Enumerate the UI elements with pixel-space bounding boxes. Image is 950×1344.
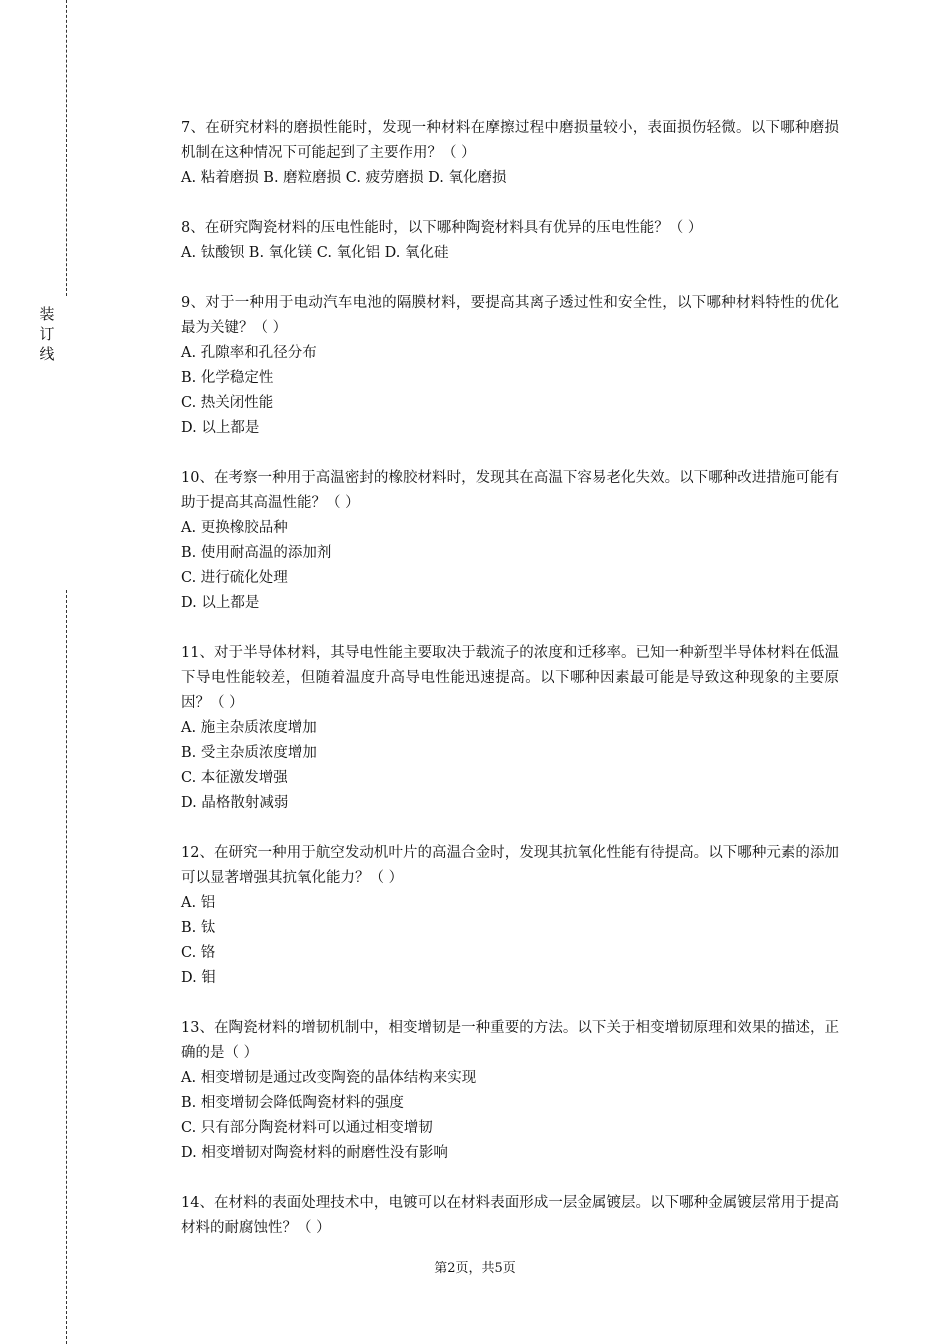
binding-char: 线 (39, 345, 55, 363)
question-9 (181, 291, 839, 441)
question-list (181, 116, 839, 1266)
option-a: A. 孔隙率和孔径分布 (181, 345, 317, 361)
option-d: D. 相变增韧对陶瓷材料的耐磨性没有影响 (181, 1145, 448, 1161)
question-text: 12、在研究一种用于航空发动机叶片的高温合金时，发现其抗氧化性能有待提高。以下哪种元素的添加可以显著增强其抗氧化能力？（ ） (181, 845, 839, 886)
question-11 (181, 641, 839, 816)
question-options: A. 粘着磨损 B. 磨粒磨损 C. 疲劳磨损 D. 氧化磨损 (181, 170, 507, 186)
question-options: A. 钛酸钡 B. 氧化镁 C. 氧化铝 D. 氧化硅 (181, 245, 449, 261)
option-c: C. 只有部分陶瓷材料可以通过相变增韧 (181, 1120, 433, 1136)
option-b: B. 化学稳定性 (181, 370, 274, 386)
option-b: B. 相变增韧会降低陶瓷材料的强度 (181, 1095, 404, 1111)
question-text: 13、在陶瓷材料的增韧机制中，相变增韧是一种重要的方法。以下关于相变增韧原理和效果的描述，正确的是（ ） (181, 1020, 839, 1061)
question-text: 8、在研究陶瓷材料的压电性能时，以下哪种陶瓷材料具有优异的压电性能？（ ） (181, 220, 703, 236)
question-text: 10、在考察一种用于高温密封的橡胶材料时，发现其在高温下容易老化失效。以下哪种改进措施可能有助于提高其高温性能？（ ） (181, 470, 839, 511)
binding-line-top (66, 0, 67, 296)
binding-char: 装 (39, 305, 55, 323)
option-d: D. 以上都是 (181, 595, 260, 611)
option-d: D. 以上都是 (181, 420, 260, 436)
option-c: C. 本征激发增强 (181, 770, 288, 786)
option-c: C. 铬 (181, 945, 216, 961)
question-7 (181, 116, 839, 191)
option-c: C. 进行硫化处理 (181, 570, 288, 586)
option-a: A. 相变增韧是通过改变陶瓷的晶体结构来实现 (181, 1070, 477, 1086)
option-b: B. 使用耐高温的添加剂 (181, 545, 332, 561)
question-13 (181, 1016, 839, 1166)
option-d: D. 晶格散射减弱 (181, 795, 289, 811)
option-d: D. 钼 (181, 970, 216, 986)
binding-line-bottom (66, 590, 67, 1344)
question-12 (181, 841, 839, 991)
option-a: A. 更换橡胶品种 (181, 520, 288, 536)
question-text: 14、在材料的表面处理技术中，电镀可以在材料表面形成一层金属镀层。以下哪种金属镀层常用于提高材料的耐腐蚀性？（ ） (181, 1195, 839, 1236)
question-14 (181, 1191, 839, 1241)
question-10 (181, 466, 839, 616)
question-text: 11、对于半导体材料，其导电性能主要取决于载流子的浓度和迁移率。已知一种新型半导体材料在低温下导电性能较差，但随着温度升高导电性能迅速提高。以下哪种因素最可能是导致这种现象的主要原因？（ ） (181, 645, 839, 711)
binding-label (36, 304, 58, 364)
question-text: 9、对于一种用于电动汽车电池的隔膜材料，要提高其离子透过性和安全性，以下哪种材料特性的优化最为关键？（ ） (181, 295, 839, 336)
option-b: B. 钛 (181, 920, 216, 936)
option-c: C. 热关闭性能 (181, 395, 274, 411)
option-a: A. 铝 (181, 895, 216, 911)
option-b: B. 受主杂质浓度增加 (181, 745, 317, 761)
binding-char: 订 (39, 325, 55, 343)
option-a: A. 施主杂质浓度增加 (181, 720, 317, 736)
page-number: 第2页，共5页 (434, 1261, 516, 1276)
question-8 (181, 216, 839, 266)
question-text: 7、在研究材料的磨损性能时，发现一种材料在摩擦过程中磨损量较小，表面损伤轻微。以下哪种磨损机制在这种情况下可能起到了主要作用？（ ） (181, 120, 839, 161)
